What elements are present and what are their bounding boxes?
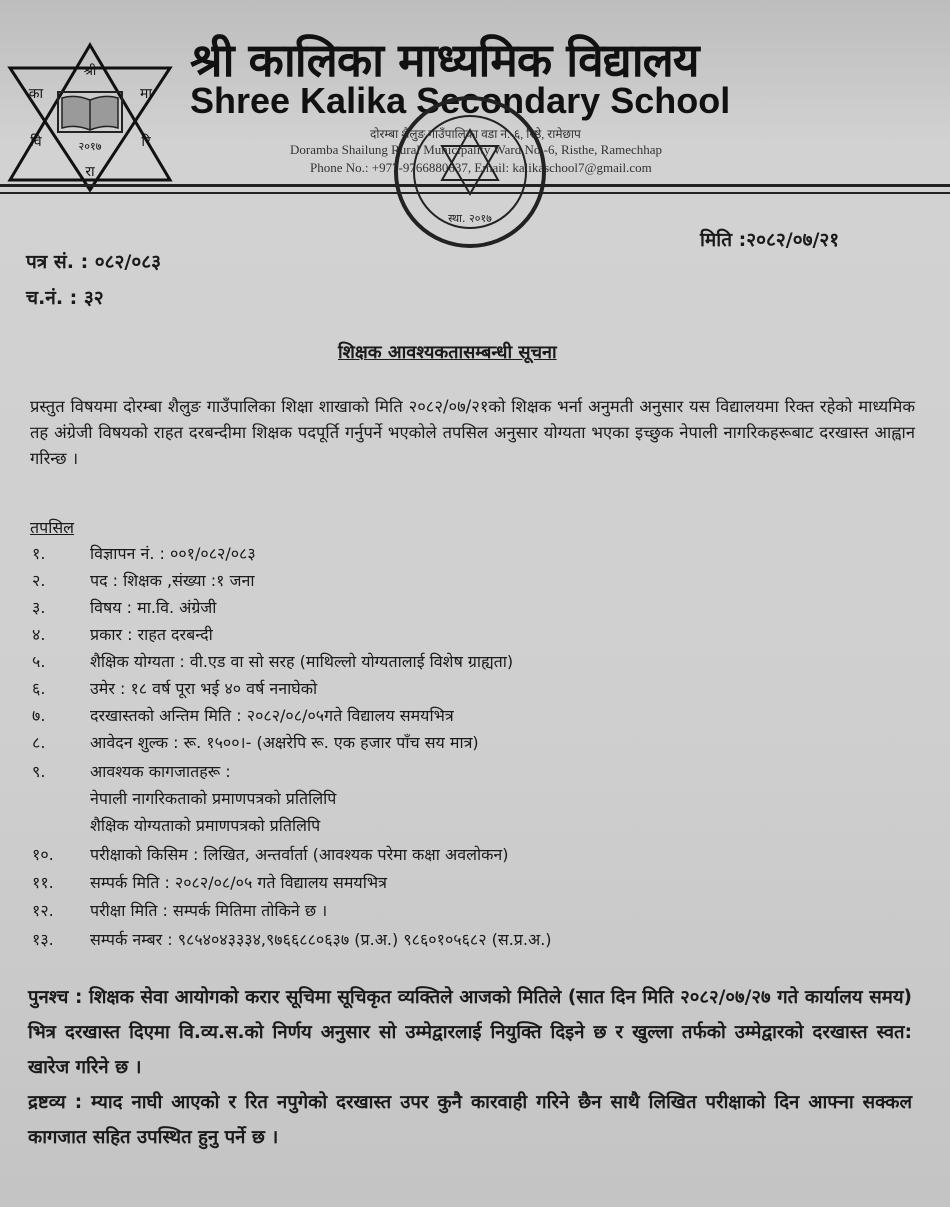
list-item: ५. शैक्षिक योग्यता : वी.एड वा सो सरह (माथिल्लो योग्यतालाई विशेष ग्राह्यता) <box>32 652 514 671</box>
address-english: Doramba Shailung Rural Municipality Ward No.-6, Risthe, Ramechhap <box>290 142 663 157</box>
punascha-paragraph: पुनश्च : शिक्षक सेवा आयोगको करार सूचिमा सूचिकृत व्यक्तिले आजको मितिले (सात दिन मिति २०८२/०७/२७ गते कार्यालय समय) भित्र दरखास्त दिएमा वि.व्य.स.को निर्णय अनुसार सो उम्मेद्वारलाई नियुक्ति दिइने छ र खुल्ला तर्फको उम्मेद्वारको दरखास्त स्वत: खारेज गरिने छ । <box>28 987 912 1078</box>
logo-ri-text: रि <box>141 134 151 150</box>
logo-ka-text: का <box>28 86 44 102</box>
list-item: ८. आवेदन शुल्क : रू. १५००।- (अक्षरेपि रू. एक हजार पाँच सय मात्र) <box>32 733 479 752</box>
school-logo <box>0 40 180 200</box>
list-item: ९. आवश्यक कागजातहरू : <box>32 762 231 781</box>
school-stamp <box>390 90 550 260</box>
school-name-english: Shree Kalika Secondary School <box>190 80 731 121</box>
notice-intro: प्रस्तुत विषयमा दोरम्बा शैलुङ गाउँपालिका शिक्षा शाखाको मिति २०८२/०७/२१को शिक्षक भर्ना अनुमती अनुसार यस विद्यालयमा रिक्त रहेको माध्यमिक तह अंग्रेजी विषयको राहत दरबन्दीमा शिक्षक पदपूर्ति गर्नुपर्ने भएकोले तपसिल अनुसार योग्यता भएका इच्छुक नेपाली नागरिकहरूबाट दरखास्त आह्वान गरिन्छ । <box>30 397 915 468</box>
list-item: ७. दरखास्तको अन्तिम मिति : २०८२/०८/०५गते विद्यालय समयभित्र <box>32 706 454 725</box>
address-nepali: दोरम्बा शैलुङ गाउँपालिका वडा नं.-६, रिष्ठे, रामेछाप <box>370 127 581 141</box>
dispatch-number: च.नं. : ३२ <box>26 287 104 309</box>
list-item: ६. उमेर : १८ वर्ष पूरा भई ४० वर्ष ननाघेको <box>32 679 318 698</box>
logo-year-text: २०१७ <box>78 140 102 153</box>
list-item: १२. परीक्षा मिति : सम्पर्क मितिमा तोकिने छ । <box>32 901 328 920</box>
stamp-star-icon <box>442 130 498 180</box>
letter-number: पत्र सं. : ०८२/०८३ <box>26 251 162 273</box>
list-item: १३. सम्पर्क नम्बर : ९८५४०४३३३४,९७६६८८०६३७ (प्र.अ.) ९८६०१०५६८२ (स.प्र.अ.) <box>32 930 552 949</box>
list-item: ११. सम्पर्क मिति : २०८२/०८/०५ गते विद्यालय समयभित्र <box>32 873 387 892</box>
list-item: १०. परीक्षाको किसिम : लिखित, अन्तर्वार्ता (आवश्यक परेमा कक्षा अवलोकन) <box>32 845 509 864</box>
notice-title: शिक्षक आवश्यकतासम्बन्धी सूचना <box>338 342 557 363</box>
list-item: १. विज्ञापन नं. : ००१/०८२/०८३ <box>32 544 256 563</box>
contact-info: Phone No.: +977-9766880637, Email: kalikaschool7@gmail.com <box>310 160 652 175</box>
notice-date: मिति :२०८२/०७/२१ <box>700 229 840 251</box>
list-item: ४. प्रकार : राहत दरबन्दी <box>32 625 213 644</box>
document-item: नेपाली नागरिकताको प्रमाणपत्रको प्रतिलिपि <box>90 789 337 808</box>
list-item: २. पद : शिक्षक ,संख्या :१ जना <box>32 571 255 590</box>
tapasil-heading: तपसिल <box>30 518 75 537</box>
stamp-text: स्था. २०१७ <box>448 212 492 225</box>
logo-ma-text: मा <box>140 86 152 102</box>
list-item: ३. विषय : मा.वि. अंग्रेजी <box>32 598 217 617</box>
document-item: शैक्षिक योग्यताको प्रमाणपत्रको प्रतिलिपि <box>90 816 321 835</box>
logo-shree-text: श्री <box>83 64 97 79</box>
notice-footer <box>28 980 912 1155</box>
logo-vi-text: वि <box>30 134 42 150</box>
drashtavya-paragraph: द्रष्टव्य : म्याद नाघी आएको र रित नपुगेको दरखास्त उपर कुनै कारवाही गरिने छैन साथै लिखित परीक्षाको दिन आफ्ना सक्कल कागजात सहित उपस्थित हुनु पर्ने छ । <box>28 1092 912 1148</box>
school-name-nepali: श्री कालिका माध्यमिक विद्यालय <box>190 33 699 87</box>
logo-ra-text: रा <box>85 164 95 180</box>
